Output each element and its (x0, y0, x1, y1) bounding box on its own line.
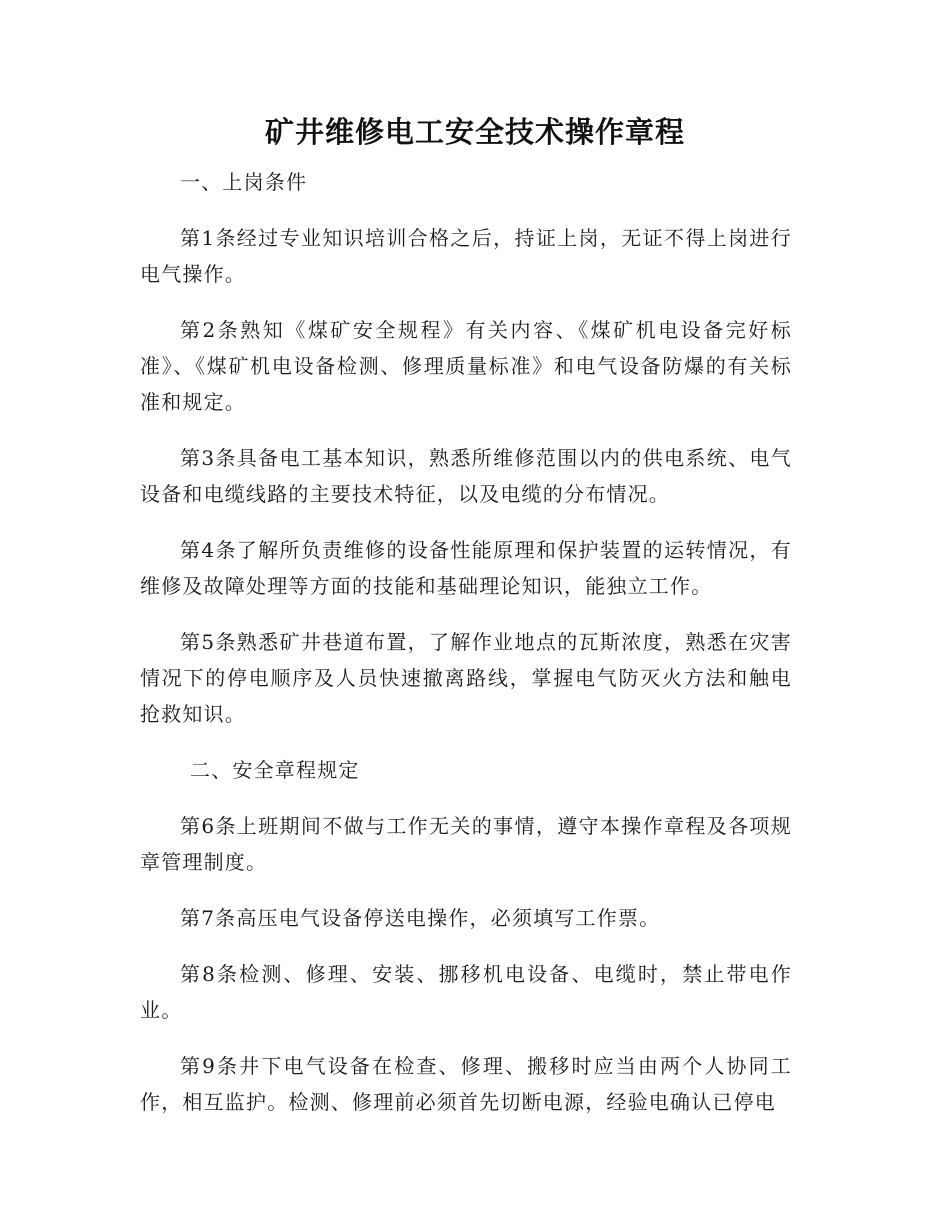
article-paragraph: 第6条上班期间不做与工作无关的事情，遵守本操作章程及各项规章管理制度。 (140, 814, 792, 874)
section-heading: 一、上岗条件 (180, 170, 308, 194)
document-body (140, 164, 792, 1140)
document-title: 矿井维修电工安全技术操作章程 (264, 115, 685, 149)
article-paragraph: 第7条高压电气设备停送电操作，必须填写工作票。 (180, 906, 661, 930)
article-paragraph: 第3条具备电工基本知识，熟悉所维修范围以内的供电系统、电气设备和电缆线路的主要技术特征，以及电缆的分布情况。 (140, 446, 792, 506)
article-paragraph: 第1条经过专业知识培训合格之后，持证上岗，无证不得上岗进行电气操作。 (140, 226, 792, 286)
article-paragraph: 第5条熟悉矿井巷道布置，了解作业地点的瓦斯浓度，熟悉在灾害情况下的停电顺序及人员快速撤离路线，掌握电气防灭火方法和触电抢救知识。 (140, 630, 792, 726)
article-paragraph: 第8条检测、修理、安装、挪移机电设备、电缆时，禁止带电作业。 (140, 962, 792, 1022)
article-paragraph: 第9条井下电气设备在检查、修理、搬移时应当由两个人协同工作，相互监护。检测、修理前必须首先切断电源，经验电确认已停电 (140, 1054, 792, 1114)
article-paragraph: 第4条了解所负责维修的设备性能原理和保护装置的运转情况，有维修及故障处理等方面的技能和基础理论知识，能独立工作。 (140, 538, 792, 598)
section-heading: 二、安全章程规定 (190, 758, 360, 782)
article-paragraph: 第2条熟知《煤矿安全规程》有关内容、《煤矿机电设备完好标准》、《煤矿机电设备检测、修理质量标准》和电气设备防爆的有关标准和规定。 (140, 318, 792, 414)
